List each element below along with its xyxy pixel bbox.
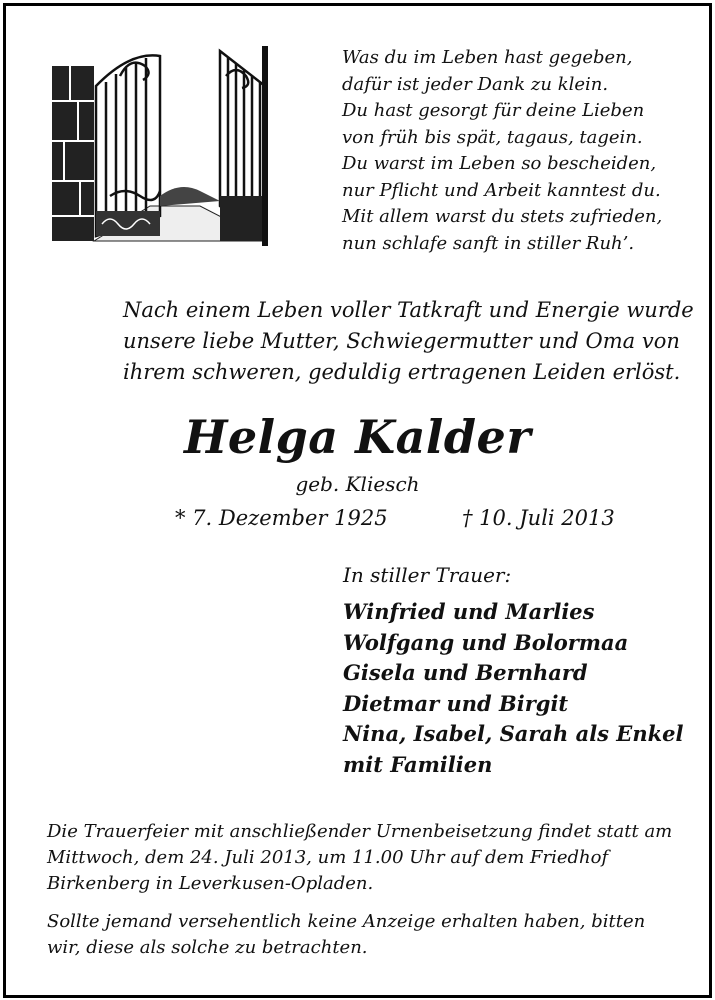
poem-line: nun schlafe sanft in stiller Ruh’. xyxy=(342,232,635,254)
mourner-entry: Gisela und Bernhard xyxy=(343,660,588,685)
mourner-entry: Winfried und Marlies xyxy=(343,599,595,624)
maiden-name: geb. Kliesch xyxy=(295,472,420,496)
mourner-entry: Dietmar und Birgit xyxy=(343,690,569,716)
intro-text xyxy=(123,295,694,388)
funeral-line: Mittwoch, dem 24. Juli 2013, um 11.00 Uhr auf dem Friedhof xyxy=(47,847,609,868)
intro-line: unsere liebe Mutter, Schwiegermutter und Oma von xyxy=(123,329,680,353)
mourner-entry: Wolfgang und Bolormaa xyxy=(343,629,629,655)
note-line: wir, diese als solche zu betrachten. xyxy=(47,937,368,958)
poem-line: dafür ist jeder Dank zu klein. xyxy=(342,73,609,95)
mourning-heading: In stiller Trauer: xyxy=(343,563,512,587)
mourner-entry: Nina, Isabel, Sarah als Enkel xyxy=(343,721,684,746)
death-date: † 10. Juli 2013 xyxy=(462,506,615,530)
note-line: Sollte jemand versehentlich keine Anzeige erhalten haben, bitten xyxy=(47,911,646,932)
mourner-entry: mit Familien xyxy=(343,751,493,777)
poem-line: Du warst im Leben so bescheiden, xyxy=(342,153,657,174)
deceased-name: Helga Kalder xyxy=(183,410,532,464)
birth-date: * 7. Dezember 1925 xyxy=(175,506,388,530)
poem-line: Du hast gesorgt für deine Lieben xyxy=(342,100,645,121)
poem-line: von früh bis spät, tagaus, tagein. xyxy=(342,126,643,148)
poem-line: Mit allem warst du stets zufrieden, xyxy=(342,206,663,227)
intro-line: ihrem schweren, geduldig ertragenen Leiden erlöst. xyxy=(123,360,681,384)
notice-note xyxy=(47,909,667,961)
funeral-line: Die Trauerfeier mit anschließender Urnenbeisetzung findet statt am xyxy=(47,821,673,842)
intro-line: Nach einem Leben voller Tatkraft und Energie wurde xyxy=(123,298,694,322)
funeral-line: Birkenberg in Leverkusen-Opladen. xyxy=(47,873,374,894)
mourner-list xyxy=(343,597,683,780)
open-gate-icon xyxy=(50,46,268,246)
poem-line: Was du im Leben hast gegeben, xyxy=(342,47,633,68)
poem-line: nur Pflicht und Arbeit kanntest du. xyxy=(342,179,661,201)
poem xyxy=(342,45,672,257)
funeral-info xyxy=(47,819,673,897)
